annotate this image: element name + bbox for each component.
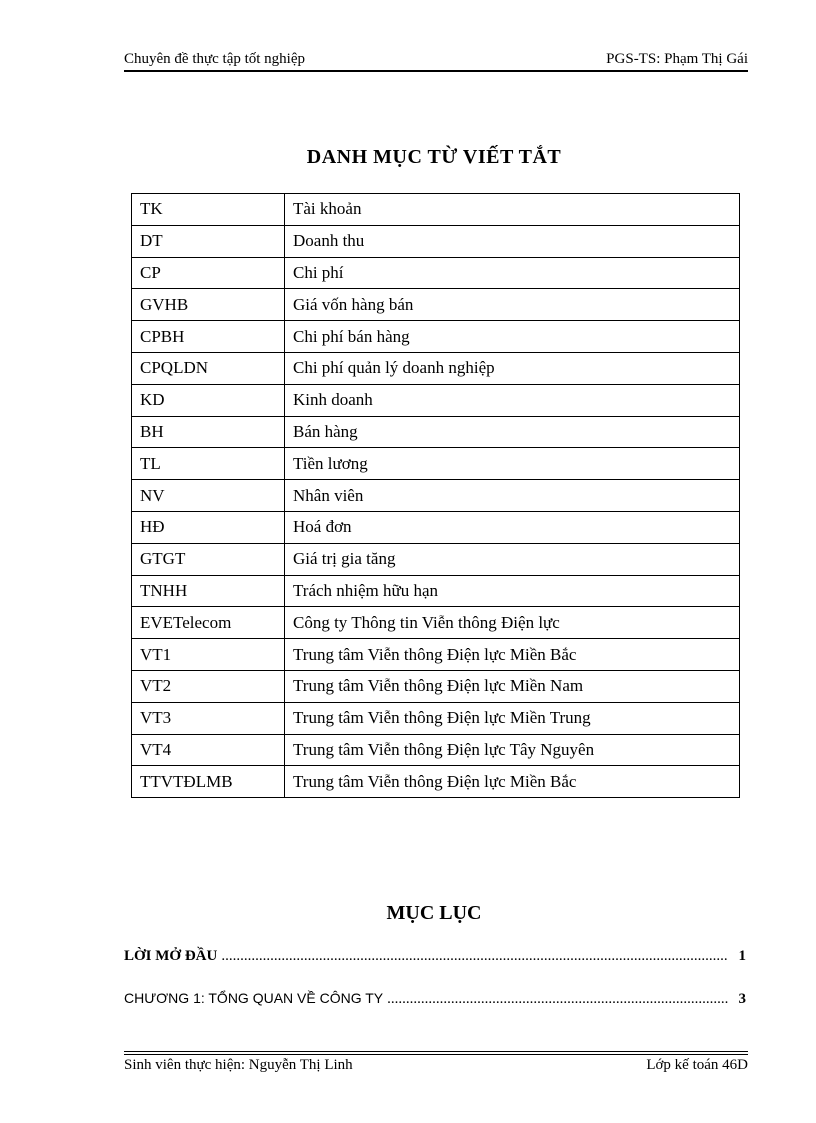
- table-row: [132, 766, 740, 798]
- table-row: [132, 734, 740, 766]
- meaning-cell: Trung tâm Viễn thông Điện lực Miền Nam: [285, 670, 740, 702]
- footer-divider: [124, 1051, 748, 1055]
- meaning-cell: Chi phí bán hàng: [285, 321, 740, 353]
- meaning-cell: Hoá đơn: [285, 511, 740, 543]
- meaning-cell: Bán hàng: [285, 416, 740, 448]
- table-row: [132, 321, 740, 353]
- table-row: [132, 639, 740, 671]
- table-row: [132, 702, 740, 734]
- meaning-cell: Chi phí quản lý doanh nghiệp: [285, 352, 740, 384]
- meaning-cell: Chi phí: [285, 257, 740, 289]
- table-row: [132, 384, 740, 416]
- meaning-cell: Doanh thu: [285, 225, 740, 257]
- header-right-text: PGS-TS: Phạm Thị Gái: [606, 51, 748, 67]
- meaning-cell: Trung tâm Viễn thông Điện lực Miền Trung: [285, 702, 740, 734]
- toc-leader-dots: [221, 948, 728, 965]
- meaning-cell: Tiền lương: [285, 448, 740, 480]
- table-row: [132, 194, 740, 226]
- abbreviation-cell: TNHH: [132, 575, 285, 607]
- table-row: [132, 511, 740, 543]
- meaning-cell: Kinh doanh: [285, 384, 740, 416]
- meaning-cell: Trung tâm Viễn thông Điện lực Miền Bắc: [285, 766, 740, 798]
- abbreviation-cell: CPQLDN: [132, 352, 285, 384]
- meaning-cell: Nhân viên: [285, 480, 740, 512]
- table-row: [132, 416, 740, 448]
- abbreviation-cell: GTGT: [132, 543, 285, 575]
- header-left-text: Chuyên đề thực tập tốt nghiệp: [124, 51, 306, 67]
- meaning-cell: Giá vốn hàng bán: [285, 289, 740, 321]
- footer-right-text: Lớp kế toán 46D: [646, 1057, 748, 1073]
- abbreviations-table: [131, 193, 740, 798]
- table-row: [132, 480, 740, 512]
- abbreviation-cell: VT1: [132, 639, 285, 671]
- toc-entry-label: CHƯƠNG 1: TỔNG QUAN VỀ CÔNG TY: [124, 990, 384, 1006]
- abbreviation-cell: EVETelecom: [132, 607, 285, 639]
- abbreviation-cell: GVHB: [132, 289, 285, 321]
- toc-title: MỤC LỤC: [386, 902, 482, 924]
- meaning-cell: Trách nhiệm hữu hạn: [285, 575, 740, 607]
- abbreviation-cell: NV: [132, 480, 285, 512]
- abbreviation-cell: VT3: [132, 702, 285, 734]
- abbreviation-cell: DT: [132, 225, 285, 257]
- abbreviations-title: DANH MỤC TỪ VIẾT TẮT: [306, 146, 562, 168]
- toc-entry-page: 1: [738, 948, 746, 964]
- table-row: [132, 575, 740, 607]
- toc-entry[interactable]: [124, 948, 746, 970]
- toc-entry-label: LỜI MỞ ĐẦU: [124, 948, 218, 964]
- page-footer: [124, 1057, 748, 1074]
- abbreviation-cell: TTVTĐLMB: [132, 766, 285, 798]
- footer-left-text: Sinh viên thực hiện: Nguyễn Thị Linh: [124, 1057, 353, 1073]
- table-row: [132, 352, 740, 384]
- table-row: [132, 257, 740, 289]
- abbreviation-cell: VT4: [132, 734, 285, 766]
- abbreviation-cell: TK: [132, 194, 285, 226]
- abbreviation-cell: KD: [132, 384, 285, 416]
- abbreviation-cell: CPBH: [132, 321, 285, 353]
- table-row: [132, 607, 740, 639]
- abbreviation-cell: TL: [132, 448, 285, 480]
- meaning-cell: Trung tâm Viễn thông Điện lực Miền Bắc: [285, 639, 740, 671]
- toc-leader-dots: [387, 991, 728, 1008]
- abbreviation-cell: VT2: [132, 670, 285, 702]
- meaning-cell: Giá trị gia tăng: [285, 543, 740, 575]
- table-row: [132, 543, 740, 575]
- meaning-cell: Tài khoản: [285, 194, 740, 226]
- abbreviation-cell: HĐ: [132, 511, 285, 543]
- table-row: [132, 289, 740, 321]
- page-header: [124, 48, 748, 72]
- table-row: [132, 448, 740, 480]
- abbreviation-cell: CP: [132, 257, 285, 289]
- meaning-cell: Công ty Thông tin Viễn thông Điện lực: [285, 607, 740, 639]
- table-row: [132, 670, 740, 702]
- table-row: [132, 225, 740, 257]
- toc-entry[interactable]: [124, 990, 746, 1012]
- toc-entry-page: 3: [738, 991, 746, 1007]
- meaning-cell: Trung tâm Viễn thông Điện lực Tây Nguyên: [285, 734, 740, 766]
- abbreviation-cell: BH: [132, 416, 285, 448]
